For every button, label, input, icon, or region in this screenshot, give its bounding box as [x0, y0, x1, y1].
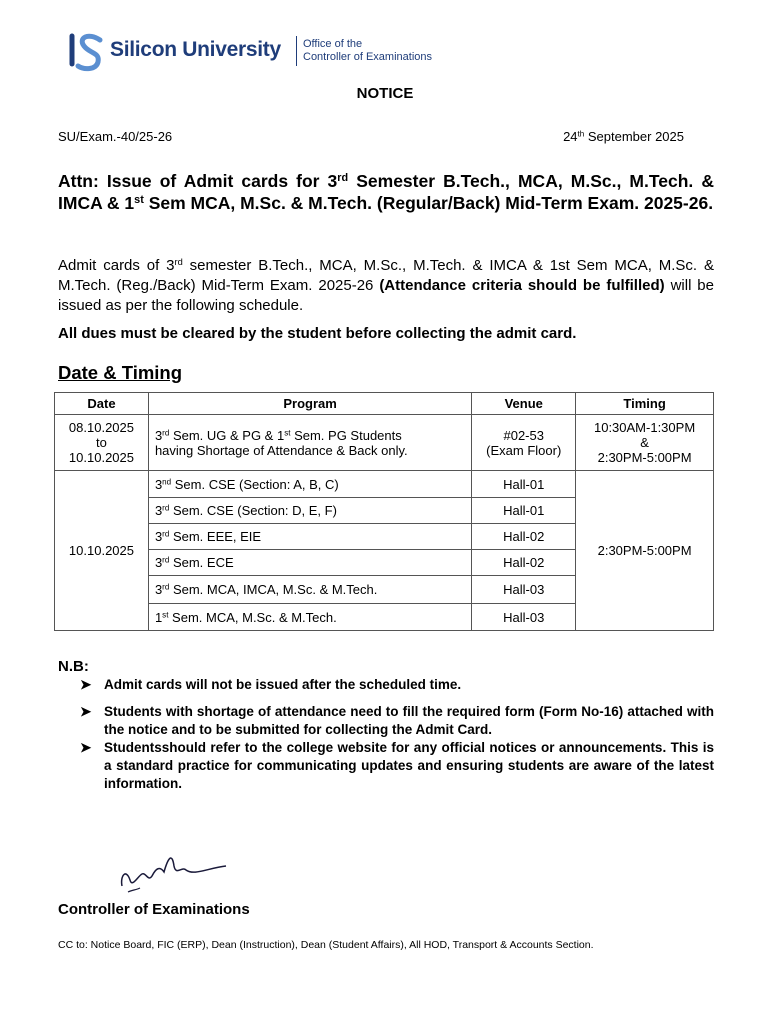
venue-cell: Hall-01: [472, 498, 576, 524]
notice-date: 24th September 2025: [563, 129, 684, 144]
program-cell: 3rd Sem. CSE (Section: D, E, F): [148, 498, 471, 524]
office-title: [303, 38, 432, 64]
venue-cell: Hall-03: [472, 576, 576, 604]
office-line-1: Office of the: [303, 38, 363, 50]
program-cell: 3rd Sem. MCA, IMCA, M.Sc. & M.Tech.: [148, 576, 471, 604]
program-cell: 3rd Sem. EEE, EIE: [148, 524, 471, 550]
signatory-title: Controller of Examinations: [58, 901, 250, 918]
list-item: [80, 676, 714, 694]
office-line-2: Controller of Examinations: [303, 51, 433, 63]
arrowhead-bullet-icon: ➤: [80, 740, 92, 755]
col-header-program: Program: [148, 393, 471, 415]
schedule-table: [54, 392, 714, 631]
list-item-text: Admit cards will not be issued after the scheduled time.: [104, 677, 462, 692]
venue-cell: Hall-02: [472, 550, 576, 576]
list-item: [80, 739, 714, 793]
timing-cell: 2:30PM-5:00PM: [576, 471, 714, 631]
program-cell: 3rd Sem. ECE: [148, 550, 471, 576]
date-cell: 08.10.2025 to 10.10.2025: [55, 415, 149, 471]
table-header-row: [55, 393, 714, 415]
schedule-heading: Date & Timing: [58, 362, 183, 383]
arrowhead-bullet-icon: ➤: [80, 677, 92, 692]
list-item-text: Studentsshould refer to the college website for any official notices or announcements. This is a standard practice for communicating updates and ensuring students are aware of the latest information.: [104, 740, 714, 791]
nb-label: N.B:: [58, 658, 89, 675]
table-row: [55, 471, 714, 498]
venue-cell: Hall-02: [472, 524, 576, 550]
cc-list: CC to: Notice Board, FIC (ERP), Dean (Instruction), Dean (Student Affairs), All HOD, Transport & Accounts Section.: [58, 939, 594, 951]
body-paragraph: Admit cards of 3rd semester B.Tech., MCA, M.Sc., M.Tech. & IMCA & 1st Sem MCA, M.Sc. & M.Tech. (Reg./Back) Mid-Term Exam. 2025-26 (Attendance criteria should be fulfilled) will be issued as per the following schedule.: [58, 256, 714, 314]
venue-cell: #02-53 (Exam Floor): [472, 415, 576, 471]
col-header-timing: Timing: [576, 393, 714, 415]
col-header-date: Date: [55, 393, 149, 415]
list-item-text: Students with shortage of attendance need to fill the required form (Form No-16) attached with the notice and to be submitted for collecting the Admit Card.: [104, 704, 714, 737]
university-name: Silicon University: [110, 38, 281, 61]
header-divider: [296, 36, 297, 66]
date-cell: 10.10.2025: [55, 471, 149, 631]
program-cell: 1st Sem. MCA, M.Sc. & M.Tech.: [148, 604, 471, 631]
venue-cell: Hall-03: [472, 604, 576, 631]
list-item: [80, 703, 714, 739]
subject-line: Attn: Issue of Admit cards for 3rd Semester B.Tech., MCA, M.Sc., M.Tech. & IMCA & 1st Sem MCA, M.Sc. & M.Tech. (Regular/Back) Mid-Term Exam. 2025-26.: [58, 171, 715, 213]
timing-cell: 10:30AM-1:30PM & 2:30PM-5:00PM: [576, 415, 714, 471]
program-cell: 3rd Sem. UG & PG & 1st Sem. PG Students having Shortage of Attendance & Back only.: [148, 415, 471, 471]
table-row: [55, 415, 714, 471]
notice-title: NOTICE: [356, 85, 414, 102]
signature-icon: [112, 846, 232, 894]
col-header-venue: Venue: [472, 393, 576, 415]
venue-cell: Hall-01: [472, 471, 576, 498]
nb-list: [80, 676, 714, 802]
dues-statement: All dues must be cleared by the student before collecting the admit card.: [58, 325, 577, 342]
arrowhead-bullet-icon: ➤: [80, 704, 92, 719]
reference-number: SU/Exam.-40/25-26: [58, 129, 173, 144]
program-cell: 3nd Sem. CSE (Section: A, B, C): [148, 471, 471, 498]
